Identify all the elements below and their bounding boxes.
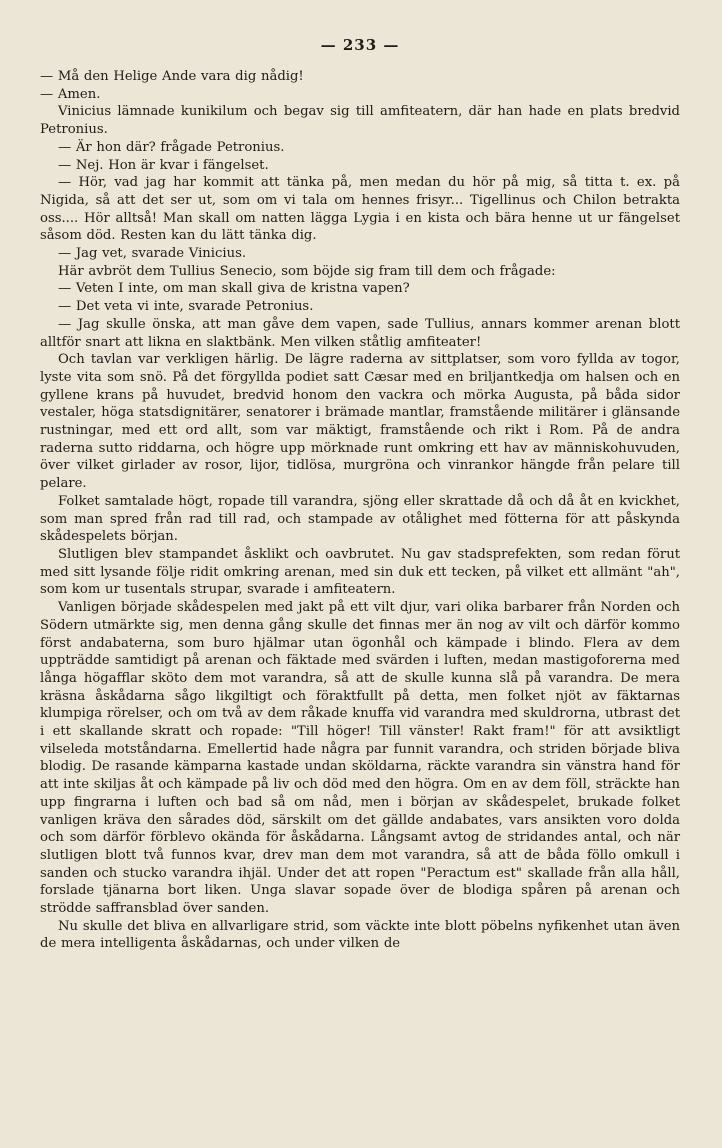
paragraph: Vinicius lämnade kunikilum och begav sig till amfiteatern, där han hade en plats bredvid Petronius. bbox=[40, 104, 680, 138]
paragraph: Nu skulle det bliva en allvarligare strid, som väckte inte blott pöbelns nyfikenhet utan även de mera intelligenta åskådarnas, och under vilken de bbox=[40, 918, 680, 952]
paragraph: — Hör, vad jag har kommit att tänka på, men medan du hör på mig, så titta t. ex. på Nigida, så att det ser ut, som om vi tala om hennes frisyr... Tigellinus och Chilon betrakta oss.... Hör alltså! Man skall om natten lägga Lygia i en kista och bära henne ut ur fängelset såsom död. Resten kan du lätt tänka dig. bbox=[40, 175, 680, 244]
paragraph: Folket samtalade högt, ropade till varandra, sjöng eller skrattade då och då åt en kvickhet, som man spred från rad till rad, och stampade av otålighet med fötterna för att påskynda skådespelets början. bbox=[40, 493, 680, 545]
paragraph: Slutligen blev stampandet åsklikt och oavbrutet. Nu gav stadsprefekten, som redan förut med sitt lysande följe ridit omkring arenan, med sin duk ett tecken, på vilket ett allmänt "ah", som kom ur tusentals strupar, svarade i amfiteatern. bbox=[40, 546, 680, 598]
paragraph: — Jag skulle önska, att man gåve dem vapen, sade Tullius, annars kommer arenan blott alltför snart att likna en slaktbänk. Men vilken ståtlig amfiteater! bbox=[40, 316, 680, 350]
paragraph: Och tavlan var verkligen härlig. De lägre raderna av sittplatser, som voro fyllda av togor, lyste vita som snö. På det förgyllda podiet satt Cæsar med en briljantkedja om halsen och en gyllene krans på huvudet, bredvid honom den vackra och mörka Augusta, på båda sidor vestaler, höga statsdignitärer, senatorer i brämade mantlar, framstående militärer i glänsande rustningar, med ett ord allt, som var mäktigt, framstående och rikt i Rom. På de andra raderna sutto riddarna, och högre upp mörknade runt omkring ett hav av människohuvuden, över vilket girlader av rosor, lijor, tidlösa, murgröna och vinrankor hängde från pelare till pelare. bbox=[40, 352, 680, 492]
paragraph: — Det veta vi inte, svarade Petronius. bbox=[58, 299, 314, 315]
paragraph: — Jag vet, svarade Vinicius. bbox=[58, 246, 247, 262]
body-text bbox=[40, 68, 680, 953]
paragraph: Här avbröt dem Tullius Senecio, som böjde sig fram till dem och frågade: bbox=[58, 263, 556, 279]
paragraph: — Veten I inte, om man skall giva de kristna vapen? bbox=[58, 281, 410, 297]
page-number: — 233 — bbox=[320, 36, 400, 54]
paragraph: Vanligen började skådespelen med jakt på ett vilt djur, vari olika barbarer från Norden och Södern utmärkte sig, men denna gång skulle det finnas mer än nog av vilt och därför kommo först andabaterna, som buro hjälmar utan ögonhål och kämpade i blindo. Flera av dem uppträdde samtidigt på arenan och fäktade med svärden i luften, medan mastigoforerna med långa högafflar sköto dem mot varandra, så att de skulle kunna slå på varandra. De mera kräsna åskådarna sågo likgiltigt och föraktfullt på detta, men folket njöt av fäktarnas klumpiga rörelser, och om två av dem råkade knuffa vid varandra med skuldrorna, utbrast det i ett skallande skratt och ropade: "Till höger! Till vänster! Rakt fram!" för att avsiktligt vilseleda motståndarna. Emellertid hade några par funnit varandra, och striden började bliva blodig. De rasande kämparna kastade undan sköldarna, räckte varandra sin vänstra hand för att inte skiljas åt och kämpade på liv och död med den högra. Om en av dem föll, sträckte han upp fingrarna i luften och bad så om nåd, men i början av skådespelet, brukade folket vanligen kräva den sårades död, särskilt om det gällde andabates, vars ansikten voro dolda och som därför förblevo okända för åskådarna. Långsamt avtog de stridandes antal, och när slutligen blott två funnos kvar, drev man dem mot varandra, så att de båda föllo omkull i sanden och stucko varandra ihjäl. Under det att ropen "Peractum est" skallade från alla håll, forslade tjänarna bort liken. Unga slavar sopade över de blodiga spåren på arenan och strödde saffransblad över sanden. bbox=[40, 600, 680, 917]
paragraph: — Nej. Hon är kvar i fängelset. bbox=[58, 157, 269, 173]
paragraph: — Må den Helige Ande vara dig nådig! bbox=[40, 69, 304, 84]
paragraph: — Är hon där? frågade Petronius. bbox=[58, 139, 285, 155]
paragraph: — Amen. bbox=[40, 86, 101, 102]
